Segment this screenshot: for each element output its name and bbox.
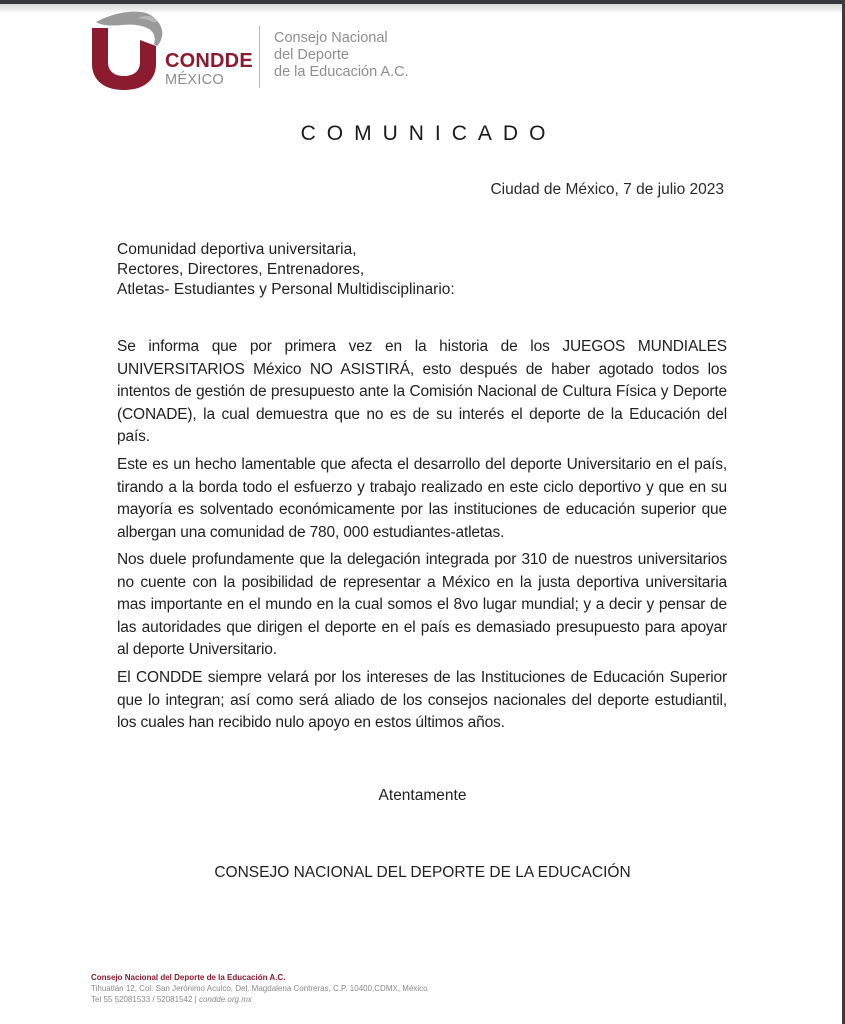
logo-org-line: Consejo Nacional bbox=[274, 30, 388, 46]
addressee-block bbox=[117, 240, 455, 300]
footer-contact bbox=[91, 994, 428, 1005]
logo-org-line: de la Educación A.C. bbox=[274, 64, 409, 80]
logo-org-line: del Deporte bbox=[274, 47, 349, 63]
footer-website-link[interactable]: condde.org.mx bbox=[198, 995, 252, 1004]
signature: CONSEJO NACIONAL DEL DEPORTE DE LA EDUCACIÓN bbox=[214, 864, 631, 881]
logo-brand: CONDDE bbox=[165, 50, 253, 72]
footer bbox=[91, 972, 428, 1005]
logo-org-name bbox=[274, 30, 409, 81]
logo-country: MÉXICO bbox=[165, 72, 224, 88]
body-paragraph: Nos duele profundamente que la delegación integrada por 310 de nuestros universitarios no cuente con la posibilidad de representar a México en la justa deportiva universitaria mas importante en el mundo en la cual somos el 8vo lugar mundial; y a decir y pensar de las autoridades que dirigen el deporte en el país es demasiado presupuesto para apoyar al deporte Universitario. bbox=[117, 551, 727, 658]
logo-divider bbox=[259, 26, 260, 88]
closing-salutation: Atentamente bbox=[378, 787, 467, 804]
addressee-line: Comunidad deportiva universitaria, bbox=[117, 241, 357, 258]
document-date: Ciudad de México, 7 de julio 2023 bbox=[490, 181, 724, 198]
body-paragraph: El CONDDE siempre velará por los intereses de las Instituciones de Educación Superior que lo integran; así como será aliado de los consejos nacionales del deporte estudiantil, los cuales han recibido nulo apoyo en estos últimos años. bbox=[117, 669, 727, 731]
footer-org: Consejo Nacional del Deporte de la Educación A.C. bbox=[91, 973, 286, 982]
body-paragraph: Este es un hecho lamentable que afecta el desarrollo del deporte Universitario en el país, tirando a la borda todo el esfuerzo y trabajo realizado en este ciclo deportivo y que en su mayoría es solventado económicamente por las instituciones de educación superior que albergan una comunidad de 780, 000 estudiantes-atletas. bbox=[117, 456, 727, 541]
condde-u-eagle-icon bbox=[88, 10, 168, 92]
footer-address: Tihuatlán 12, Col. San Jerónimo Aculco, Del. Magdalena Contreras, C.P. 10400,CDMX, México bbox=[91, 984, 428, 993]
document-title: COMUNICADO bbox=[300, 122, 557, 145]
addressee-line: Rectores, Directores, Entrenadores, bbox=[117, 261, 365, 278]
condde-logo bbox=[88, 10, 428, 92]
body-paragraph: Se informa que por primera vez en la historia de los JUEGOS MUNDIALES UNIVERSITARIOS México NO ASISTIRÁ, esto después de haber agotado todos los intentos de gestión de presupuesto ante la Comisión Nacional de Cultura Física y Deporte (CONADE), la cual demuestra que no es de su interés el deporte de la Educación del país. bbox=[117, 338, 727, 445]
footer-phone: Tel 55 52081533 / 52081542 | bbox=[91, 995, 199, 1004]
addressee-line: Atletas- Estudiantes y Personal Multidisciplinario: bbox=[117, 281, 455, 298]
